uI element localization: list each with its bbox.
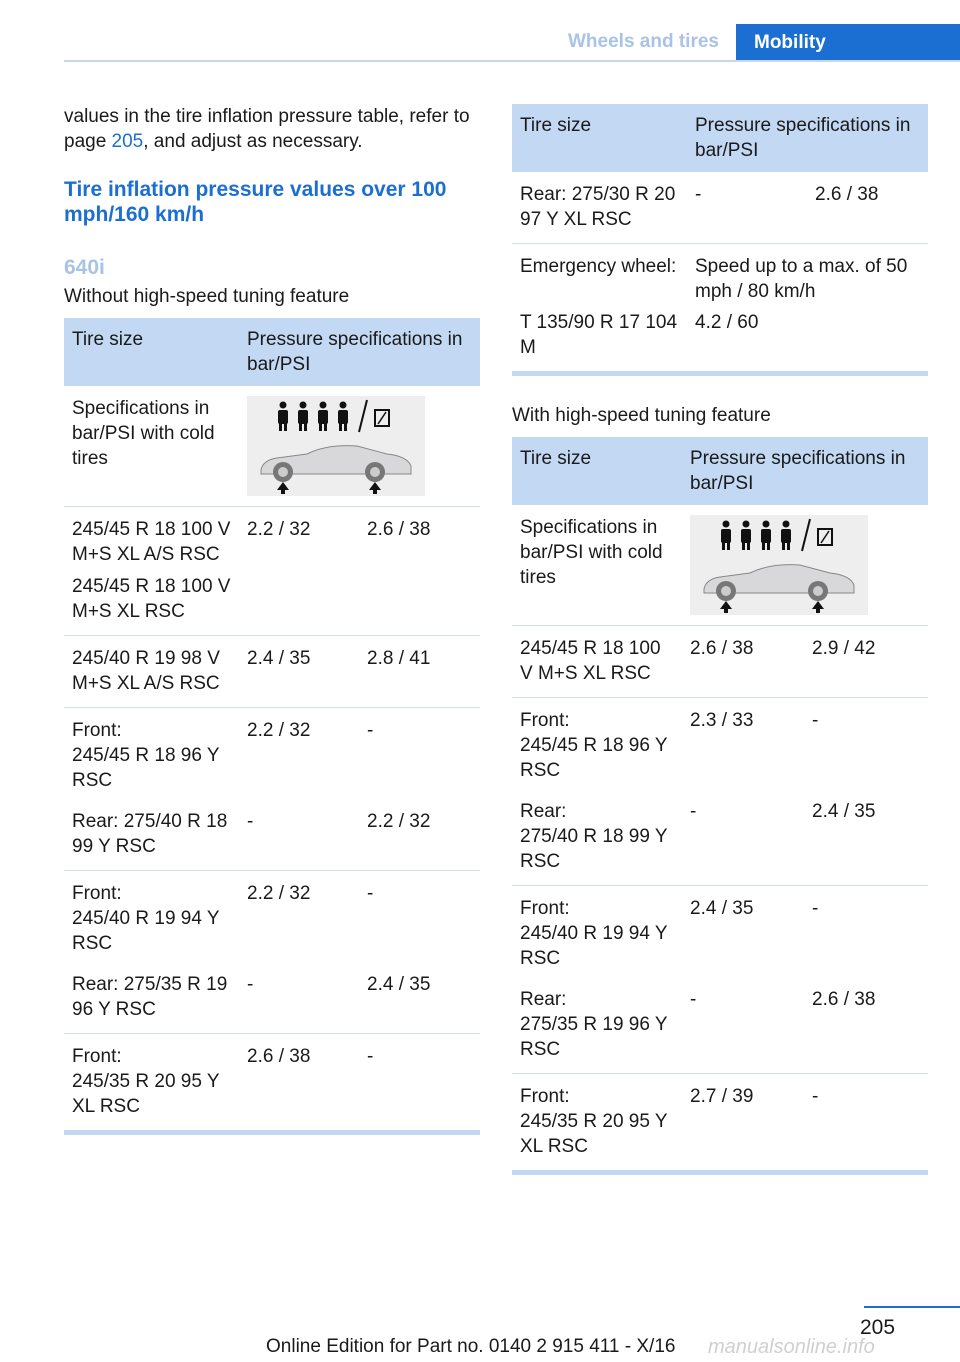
table-caption: Without high-speed tuning feature <box>64 286 350 307</box>
pressure-rear: 2.6 / 38 <box>812 989 876 1010</box>
table-row <box>512 308 928 371</box>
col-tire-size: Tire size <box>512 104 687 172</box>
tire-size-cell: Front: 245/40 R 19 94 Y RSC <box>512 886 682 983</box>
pressure-front: 2.3 / 33 <box>682 698 804 795</box>
car-side-icon <box>261 446 411 482</box>
pressure-table-continued <box>512 104 928 371</box>
pressure-rear: 2.9 / 42 <box>804 626 928 698</box>
page-link[interactable]: 205 <box>111 131 144 152</box>
table-row <box>64 636 480 708</box>
tire-size-cell: Front: 245/35 R 20 95 Y XL RSC <box>64 1034 239 1131</box>
intro-text-end: , and adjust as necessary. <box>143 131 363 152</box>
col-pressure: Pressure specifications in bar/PSI <box>682 437 928 505</box>
tire-size-cell: T 135/90 R 17 104 M <box>520 312 678 358</box>
pressure-front: - <box>247 974 254 995</box>
table-row <box>512 886 928 983</box>
spec-label: Specifications in bar/PSI with cold tires <box>520 517 663 588</box>
tire-size-cell: Rear: 275/40 R 18 99 Y RSC <box>72 811 228 857</box>
load-condition-image <box>690 515 868 615</box>
tire-size-cell: Rear: 275/35 R 19 96 Y RSC <box>72 974 228 1020</box>
table-row <box>512 698 928 795</box>
tire-size-cell: 245/45 R 18 100 V M+S XL A/S RSC 245/45 R 18 100 V M+S XL RSC <box>64 507 239 636</box>
tire-size-cell: Rear: 275/40 R 18 99 Y RSC <box>520 801 668 872</box>
table-header-row <box>64 318 480 386</box>
section-heading: Tire inflation pressure values over 100 mph/160 km/h <box>64 178 447 226</box>
table-row <box>512 172 928 244</box>
table-row <box>512 794 928 886</box>
luggage-icon <box>818 529 832 545</box>
page-number: 205 <box>860 1316 896 1339</box>
col-tire-size: Tire size <box>512 437 682 505</box>
section-tab[interactable]: Wheels and tires <box>568 31 719 52</box>
pressure-table-with-tuning <box>512 437 928 1170</box>
pressure-front: - <box>247 811 254 832</box>
pressure-front: 2.2 / 32 <box>239 507 359 636</box>
header-divider <box>64 60 960 62</box>
pressure-front: 2.6 / 38 <box>682 626 804 698</box>
pressure-front: 2.2 / 32 <box>239 708 359 805</box>
tire-position-arrow-icon <box>277 482 381 494</box>
table-row <box>64 804 480 871</box>
pressure-front: 2.2 / 32 <box>239 871 359 968</box>
table-row <box>64 708 480 805</box>
tire-size-cell: Rear: 275/35 R 19 96 Y RSC <box>520 989 668 1060</box>
pressure-emergency: 4.2 / 60 <box>695 312 759 333</box>
load-image-cell <box>239 386 480 507</box>
table-end-bar <box>512 1170 928 1175</box>
col-tire-size: Tire size <box>64 318 239 386</box>
pressure-rear: - <box>804 698 928 795</box>
pressure-rear: - <box>359 871 480 968</box>
right-column <box>512 104 928 1175</box>
pressure-rear: - <box>359 708 480 805</box>
load-condition-image <box>247 396 425 496</box>
tire-size-cell: Front: 245/35 R 20 95 Y XL RSC <box>512 1074 682 1171</box>
edition-note: Online Edition for Part no. 0140 2 915 411 - X/16 <box>266 1336 676 1357</box>
intro-paragraph <box>64 104 480 154</box>
table-row <box>512 982 928 1074</box>
spec-label: Specifications in bar/PSI with cold tires <box>72 398 215 469</box>
table-row <box>64 967 480 1034</box>
luggage-icon <box>375 410 389 426</box>
table-row <box>512 626 928 698</box>
load-occupants-icon <box>690 515 868 615</box>
pressure-front: - <box>690 989 697 1010</box>
pressure-front: 2.4 / 35 <box>682 886 804 983</box>
table-row <box>512 244 928 309</box>
col-pressure: Pressure specifications in bar/PSI <box>687 104 928 172</box>
tire-size-cell: Front: 245/40 R 19 94 Y RSC <box>64 871 239 968</box>
table-header-row <box>512 437 928 505</box>
pressure-rear: 2.6 / 38 <box>359 507 480 636</box>
load-image-cell <box>682 505 928 626</box>
table-row <box>64 871 480 968</box>
table-row <box>64 386 480 507</box>
speed-limit-note: Speed up to a max. of 50 mph / 80 km/h <box>687 244 928 309</box>
pressure-rear: - <box>804 1074 928 1171</box>
pressure-rear: 2.4 / 35 <box>367 974 431 995</box>
table-row <box>512 505 928 626</box>
col-pressure: Pressure specifications in bar/PSI <box>239 318 480 386</box>
table-header-row <box>512 104 928 172</box>
tire-size-cell: Front: 245/45 R 18 96 Y RSC <box>64 708 239 805</box>
pressure-front: - <box>690 801 697 822</box>
pressure-table-without-tuning <box>64 318 480 1130</box>
pressure-rear: 2.4 / 35 <box>812 801 876 822</box>
tire-size-cell: 245/45 R 18 100 V M+S XL RSC <box>512 626 682 698</box>
pressure-rear: - <box>804 886 928 983</box>
tire-size-cell: Rear: 275/30 R 20 97 Y XL RSC <box>520 184 676 230</box>
table-end-bar <box>64 1130 480 1135</box>
pressure-rear: 2.8 / 41 <box>359 636 480 708</box>
tire-position-arrow-icon <box>720 601 824 613</box>
tire-size-cell: Emergency wheel: <box>512 244 687 309</box>
table-end-bar <box>512 371 928 376</box>
intro-text: values in the tire inflation pressure table, refer to page <box>64 106 470 152</box>
car-side-icon <box>704 565 854 601</box>
tire-size-cell: 245/40 R 19 98 V M+S XL A/S RSC <box>64 636 239 708</box>
tire-size-cell: Front: 245/45 R 18 96 Y RSC <box>512 698 682 795</box>
pressure-rear: - <box>359 1034 480 1131</box>
load-occupants-icon <box>247 396 425 496</box>
table-row <box>64 507 480 636</box>
table-caption: With high-speed tuning feature <box>512 405 771 426</box>
table-row <box>64 1034 480 1131</box>
left-column <box>64 104 480 1135</box>
footer-divider <box>864 1306 960 1308</box>
pressure-front: - <box>695 184 702 205</box>
pressure-front: 2.4 / 35 <box>239 636 359 708</box>
watermark: manualsonline.info <box>708 1336 875 1358</box>
pressure-rear: 2.6 / 38 <box>815 184 879 205</box>
pressure-front: 2.7 / 39 <box>682 1074 804 1171</box>
table-row <box>512 1074 928 1171</box>
model-heading: 640i <box>64 256 105 279</box>
pressure-front: 2.6 / 38 <box>239 1034 359 1131</box>
pressure-rear: 2.2 / 32 <box>367 811 431 832</box>
chapter-tab[interactable]: Mobility <box>736 24 960 62</box>
